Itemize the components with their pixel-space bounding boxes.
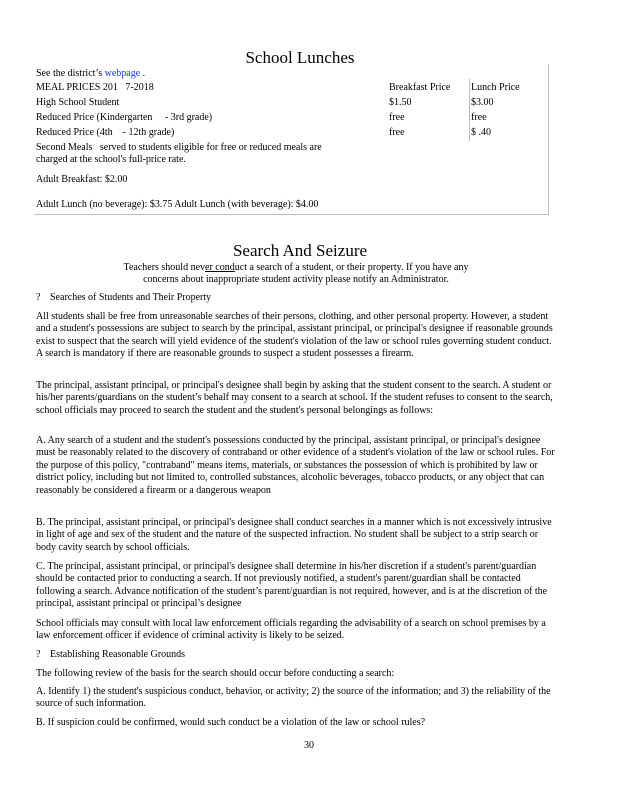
district-webpage-note xyxy=(36,67,145,80)
column-divider xyxy=(469,79,470,141)
paragraph-free-from-searches: All students shall be free from unreasonable searches of their persons, clothing, and other personal property. However, a student and a student's possessions are subject to search by the principal, assistant principal, or principal's designee if reasonable grounds exist to suspect that the search will yield evidence of the student's violation of the law or school rules governing student conduct. A search is mandatory if there are reasonable grounds to suspect a student possesses a firearm. xyxy=(36,311,553,360)
paragraph-consent: The principal, assistant principal, or principal's designee shall begin by asking that the student consent to the search. A student or his/her parents/guardians on the student’s behalf may consent to a search at school. If the student refuses to consent to the search, school officials may proceed to search the student and the student's personal belongings as follows: xyxy=(36,380,553,416)
teacher-notice-line1: Teachers should never conduct a search of a student, or their property. If you have any xyxy=(123,262,469,273)
lunch-price-header: Lunch Price xyxy=(471,82,520,93)
lunch-prices-table xyxy=(34,64,549,215)
row-lunch-reduced-4-12: $ .40 xyxy=(471,127,491,138)
breakfast-price-header: Breakfast Price xyxy=(389,82,451,93)
school-lunches-title: School Lunches xyxy=(245,48,355,67)
see-prefix: See the district’s xyxy=(36,68,103,79)
search-and-seizure-title: Search And Seizure xyxy=(232,241,368,260)
row-breakfast-reduced-4-12: free xyxy=(389,127,405,138)
adult-lunch-price: Adult Lunch (no beverage): $3.75 Adult Lunch (with beverage): $4.00 xyxy=(36,199,319,210)
paragraph-identify: A. Identify 1) the student's suspicious conduct, behavior, or activity; 2) the source of the information; and 3) the reliability of the source of such information. xyxy=(36,686,551,710)
teacher-notice-line2: concerns about inappropriate student activity please notify an Administrator. xyxy=(143,274,449,285)
row-label-high-school: High School Student xyxy=(36,97,120,108)
paragraph-suspicion: B. If suspicion could be confirmed, would such conduct be a violation of the law or school rules? xyxy=(36,717,426,728)
bullet-glyph: ? xyxy=(36,649,41,660)
row-lunch-reduced-k3: free xyxy=(471,112,487,123)
district-webpage-link[interactable]: webpage xyxy=(104,68,141,79)
see-suffix: . xyxy=(142,68,146,79)
bullet-glyph: ? xyxy=(36,292,41,303)
second-meals-line2: charged at the school's full-price rate. xyxy=(36,154,186,165)
row-lunch-high-school: $3.00 xyxy=(471,97,494,108)
second-meals-line1: Second Meals served to students eligible for free or reduced meals are xyxy=(36,142,322,153)
paragraph-c-parent: C. The principal, assistant principal, or principal's designee shall determine in his/her discretion if a student's parent/guardian should be contacted prior to conducting a search. If not previously notified, a student's parent/guardian shall be contacted following a search. Advance notification of the student’s parent/guardian is not required, however, and is at the discretion of the principal, assistant principal or principal’s designee xyxy=(36,561,548,610)
row-breakfast-high-school: $1.50 xyxy=(389,97,412,108)
adult-breakfast-price: Adult Breakfast: $2.00 xyxy=(36,174,128,185)
section-heading-searches: ? Searches of Students and Their Property xyxy=(36,292,212,303)
row-label-reduced-4-12: Reduced Price (4th - 12th grade) xyxy=(36,127,175,138)
paragraph-a-contraband: A. Any search of a student and the student's possessions conducted by the principal, assistant principal, or principal's designee must be reasonably related to the discovery of contraband or other evidence of a student's violation of the law or school rules. For the purpose of this policy, "contraband" means items, materials, or substances the possession of which is prohibited by law or district policy, including but not limited to, controlled substances, alcoholic beverages, tobacco products, or any object that can reasonably be considered a firearm or a dangerous weapon xyxy=(36,435,555,496)
row-label-reduced-k3: Reduced Price (Kindergarten - 3rd grade) xyxy=(36,112,213,123)
paragraph-review-basis: The following review of the basis for the search should occur before conducting a search: xyxy=(36,668,395,679)
section-heading-reasonable-grounds: ? Establishing Reasonable Grounds xyxy=(36,649,185,660)
page-number: 30 xyxy=(304,740,314,751)
row-breakfast-reduced-k3: free xyxy=(389,112,405,123)
meal-prices-label: MEAL PRICES 201 7-2018 xyxy=(36,82,154,93)
paragraph-law-enforcement: School officials may consult with local law enforcement officials regarding the advisability of a search on school premises by a law enforcement officer if evidence of criminal activity is likely to be seized. xyxy=(36,618,546,642)
paragraph-b-manner: B. The principal, assistant principal, or principal's designee shall conduct searches in a manner which is not excessively intrusive in light of age and sex of the student and the nature of the suspected infraction. No student shall be subject to a strip search or body cavity search by school officials. xyxy=(36,517,552,553)
